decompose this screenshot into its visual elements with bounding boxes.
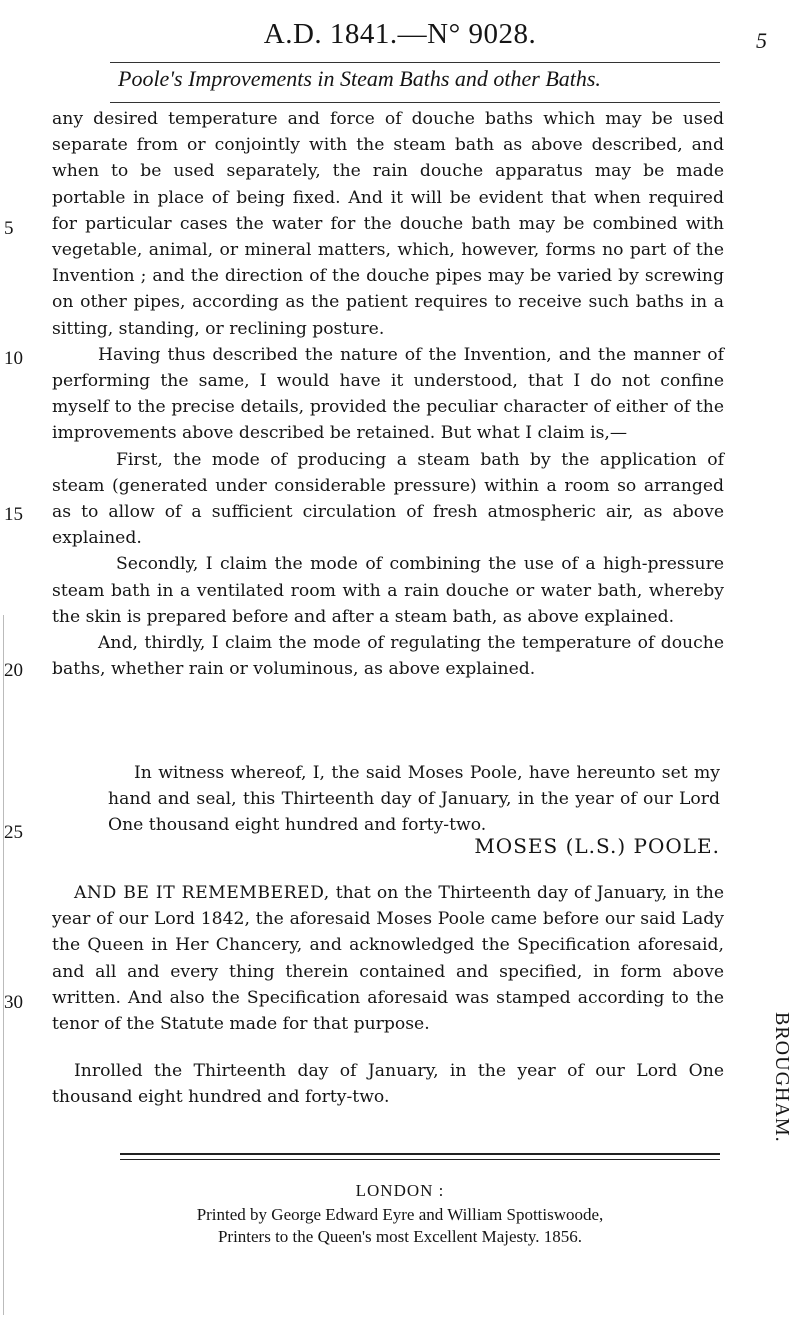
imprint-rule-thick	[120, 1153, 720, 1155]
document-title: A.D. 1841.—N° 9028.	[263, 18, 537, 50]
inrolled-text: Inrolled the Thirteenth day of January, in the year of our Lord One thousand eight hundred and forty-two.	[52, 1061, 724, 1108]
line-number-25: 25	[4, 822, 23, 843]
line-number-20: 20	[4, 660, 23, 681]
line-number-10: 10	[4, 348, 23, 369]
remembered-text: that on the Thirteenth day of January, in the year of our Lord 1842, the aforesaid Moses Poole came before our said Lady the Queen in Her Chancery, and acknowledged the Specification aforesaid, and all and every thing therein contained and specified, in form above written. And also the Specification aforesaid was stamped according to the tenor of the Statute made for that purpose.	[52, 883, 724, 1035]
remembered-lead: AND BE IT REMEMBERED,	[74, 883, 330, 903]
running-title: Poole's Improvements in Steam Baths and other Baths.	[118, 66, 601, 91]
imprint-majesty: Printers to the Queen's most Excellent Majesty. 1856.	[217, 1227, 583, 1246]
claim-third: And, thirdly, I claim the mode of regulating the temperature of douche baths, whether rain or voluminous, as above explained.	[52, 633, 724, 680]
printer-imprint	[0, 1180, 800, 1248]
enrolment-paragraph	[52, 880, 724, 1037]
claim-first: First, the mode of producing a steam bath by the application of steam (generated under considerable pressure) within a room so arranged as to allow of a sufficient circulation of fresh atmospheric air, as above explained.	[52, 449, 724, 549]
page-number: 5	[756, 28, 767, 53]
side-note-brougham: BROUGHAM.	[771, 1012, 793, 1143]
specification-body	[52, 106, 724, 682]
running-title-rule	[110, 102, 720, 103]
imprint-city: LONDON :	[355, 1181, 445, 1200]
inrolled-paragraph	[52, 1058, 724, 1110]
paragraph-having-described: Having thus described the nature of the Invention, and the manner of performing the same, I would have it understood, that I do not confine myself to the precise details, provided the peculiar character of either of the improvements above described be retained. But what I claim is,—	[52, 344, 724, 444]
paragraph-continuation: any desired temperature and force of douche baths which may be used separate from or conjointly with the steam bath as above described, and when to be used separately, the rain douche apparatus may be made portable in place of being fixed. And it will be evident that when required for particular cases the water for the douche bath may be combined with vegetable, animal, or mineral matters, which, however, forms no part of the Invention ; and the direction of the douche pipes may be varied by screwing on other pipes, according as the patient requires to receive such baths in a sitting, standing, or reclining posture.	[52, 109, 724, 339]
header-rule	[110, 62, 720, 63]
page-header	[0, 18, 800, 53]
witness-clause	[108, 760, 720, 839]
imprint-rule-thin	[120, 1159, 720, 1160]
line-number-15: 15	[4, 504, 23, 525]
line-number-5: 5	[4, 218, 14, 239]
line-number-30: 30	[4, 992, 23, 1013]
claim-second: Secondly, I claim the mode of combining the use of a high-pressure steam bath in a ventilated room with a rain douche or water bath, whereby the skin is prepared before and after a steam bath, as above explained.	[52, 554, 724, 627]
signature: MOSES (L.S.) POOLE.	[474, 834, 720, 858]
witness-text: In witness whereof, I, the said Moses Poole, have hereunto set my hand and seal, this Thirteenth day of January, in the year of our Lord One thousand eight hundred and forty-two.	[108, 763, 720, 836]
imprint-printers: Printed by George Edward Eyre and William Spottiswoode,	[196, 1205, 604, 1224]
